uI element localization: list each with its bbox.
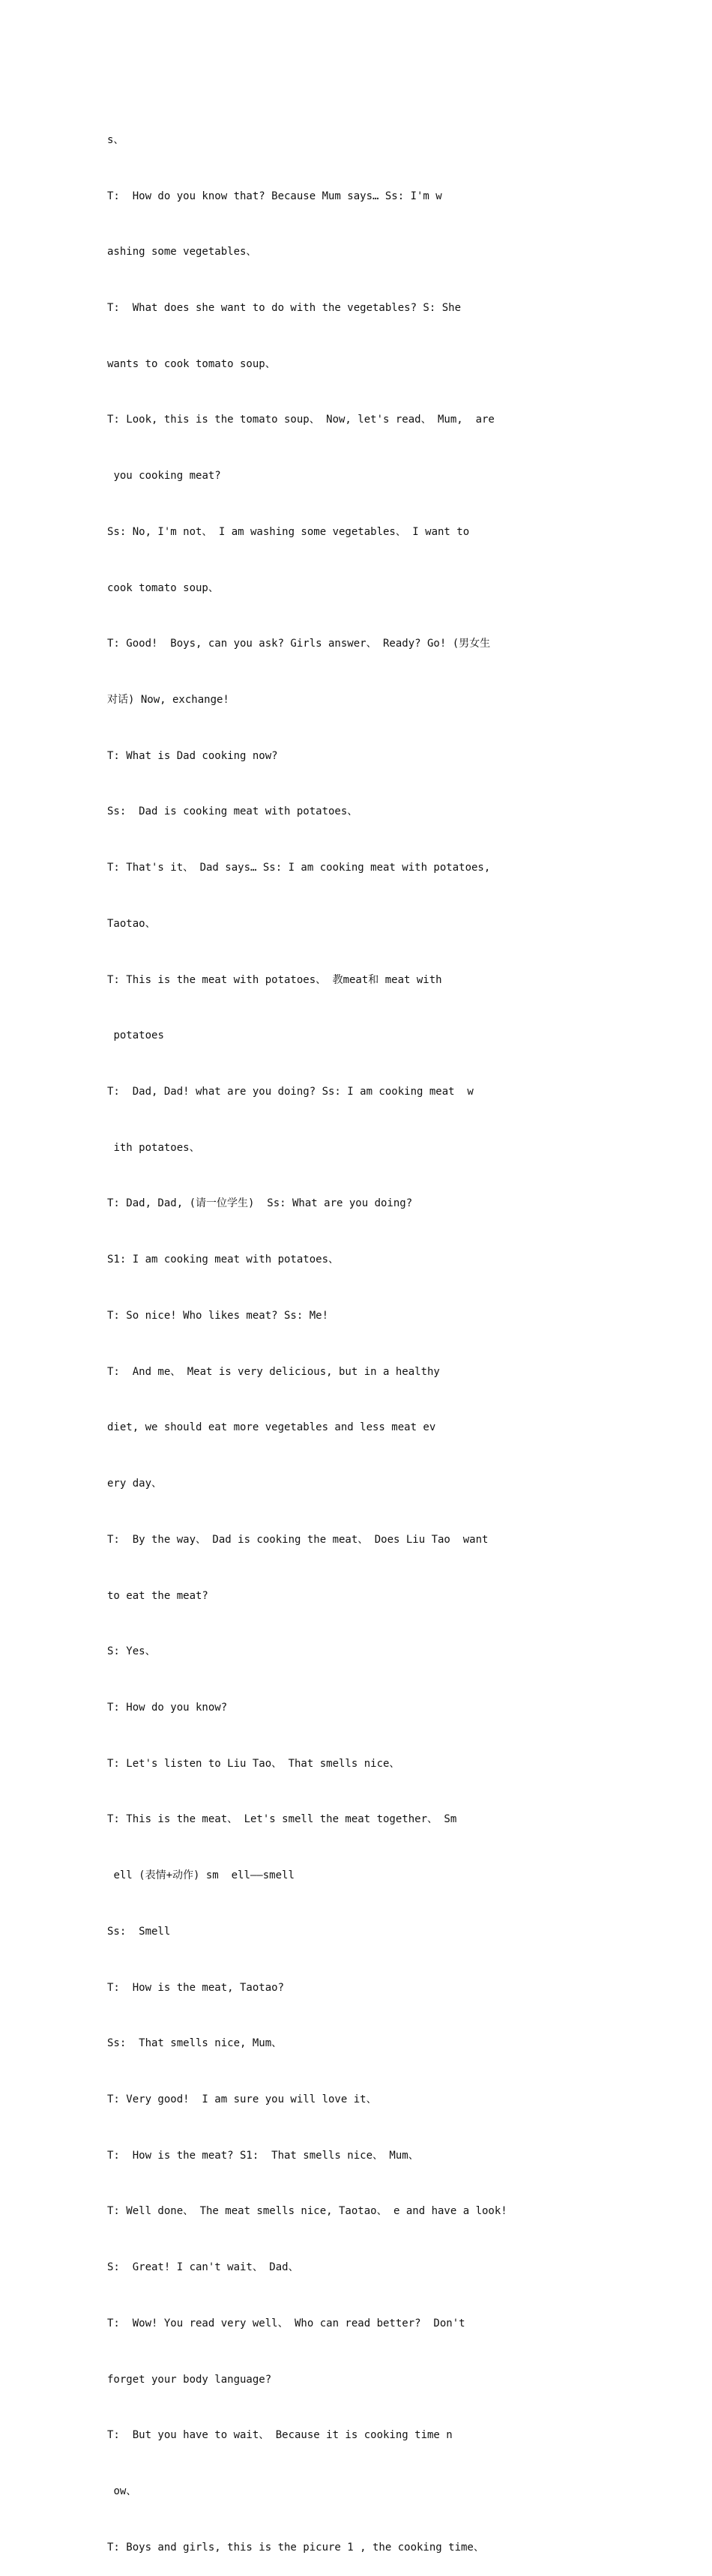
text-line: ith potatoes、 bbox=[107, 1141, 200, 1154]
text-line: diet, we should eat more vegetables and less meat ev bbox=[107, 1421, 436, 1434]
text-line: you cooking meat? bbox=[107, 470, 221, 483]
text-line: potatoes bbox=[107, 1030, 164, 1042]
text-line: ashing some vegetables、 bbox=[107, 246, 257, 258]
text-line: T: How do you know that? Because Mum says… Ss: I'm w bbox=[107, 190, 442, 202]
text-line: T: Very good! I am sure you will love it、 bbox=[107, 2093, 377, 2105]
text-line: T: How is the meat, Taotao? bbox=[107, 1981, 285, 1994]
document-page bbox=[107, 94, 605, 2576]
text-line: T: Dad, Dad, (请一位学生) Ss: What are you doing? bbox=[107, 1197, 413, 1210]
text-line: T: By the way、 Dad is cooking the meat、 Does Liu Tao want bbox=[107, 1533, 489, 1546]
text-line: S: Great! I can't wait、 Dad、 bbox=[107, 2261, 299, 2274]
text-line: cook tomato soup、 bbox=[107, 581, 219, 594]
text-line: T: Good! Boys, can you ask? Girls answer、 Ready? Go! (男女生 bbox=[107, 638, 491, 650]
text-line: ow、 bbox=[107, 2485, 137, 2497]
text-line: T: What does she want to do with the vegetables? S: She bbox=[107, 301, 462, 314]
text-line: T: What is Dad cooking now? bbox=[107, 749, 278, 762]
text-line: forget your body language? bbox=[107, 2373, 272, 2386]
text-line: T: Wow! You read very well、 Who can read better? Don't bbox=[107, 2317, 465, 2329]
text-line: s、 bbox=[107, 133, 124, 146]
text-line: T: That's it、 Dad says… Ss: I am cooking meat with potatoes, bbox=[107, 862, 491, 874]
text-line: T: Look, this is the tomato soup、 Now, let's read、 Mum, are bbox=[107, 414, 495, 426]
text-line: T: Well done、 The meat smells nice, Taotao、 e and have a look! bbox=[107, 2205, 507, 2218]
text-line: T: Boys and girls, this is the picure 1 , the cooking time、 bbox=[107, 2541, 484, 2554]
text-line: Ss: Smell bbox=[107, 1925, 171, 1938]
text-line: T: Dad, Dad! what are you doing? Ss: I am cooking meat w bbox=[107, 1086, 474, 1098]
text-line: T: But you have to wait、 Because it is cooking time n bbox=[107, 2429, 453, 2442]
text-line: S: Yes、 bbox=[107, 1645, 156, 1658]
text-line: to eat the meat? bbox=[107, 1589, 208, 1602]
text-line: T: This is the meat with potatoes、 教meat和 meat with bbox=[107, 973, 442, 986]
text-line: T: Let's listen to Liu Tao、 That smells nice、 bbox=[107, 1757, 400, 1770]
text-line: ery day、 bbox=[107, 1478, 163, 1490]
text-line: 对话) Now, exchange! bbox=[107, 694, 229, 706]
text-line: T: This is the meat、 Let's smell the meat together、 Sm bbox=[107, 1813, 457, 1826]
text-line: T: So nice! Who likes meat? Ss: Me! bbox=[107, 1309, 329, 1322]
text-line: Ss: That smells nice, Mum、 bbox=[107, 2037, 283, 2050]
text-line: Ss: No, I'm not、 I am washing some vegetables、 I want to bbox=[107, 525, 470, 538]
text-line: Ss: Dad is cooking meat with potatoes、 bbox=[107, 805, 358, 818]
text-line: wants to cook tomato soup、 bbox=[107, 357, 276, 370]
text-line: T: And me、 Meat is very delicious, but in a healthy bbox=[107, 1365, 440, 1378]
text-line: Taotao、 bbox=[107, 917, 156, 930]
text-line: S1: I am cooking meat with potatoes、 bbox=[107, 1254, 340, 1266]
text-line: T: How do you know? bbox=[107, 1701, 228, 1714]
text-line: ell (表情+动作) sm ell——smell bbox=[107, 1869, 295, 1882]
text-line: T: How is the meat? S1: That smells nice、 Mum、 bbox=[107, 2149, 419, 2162]
